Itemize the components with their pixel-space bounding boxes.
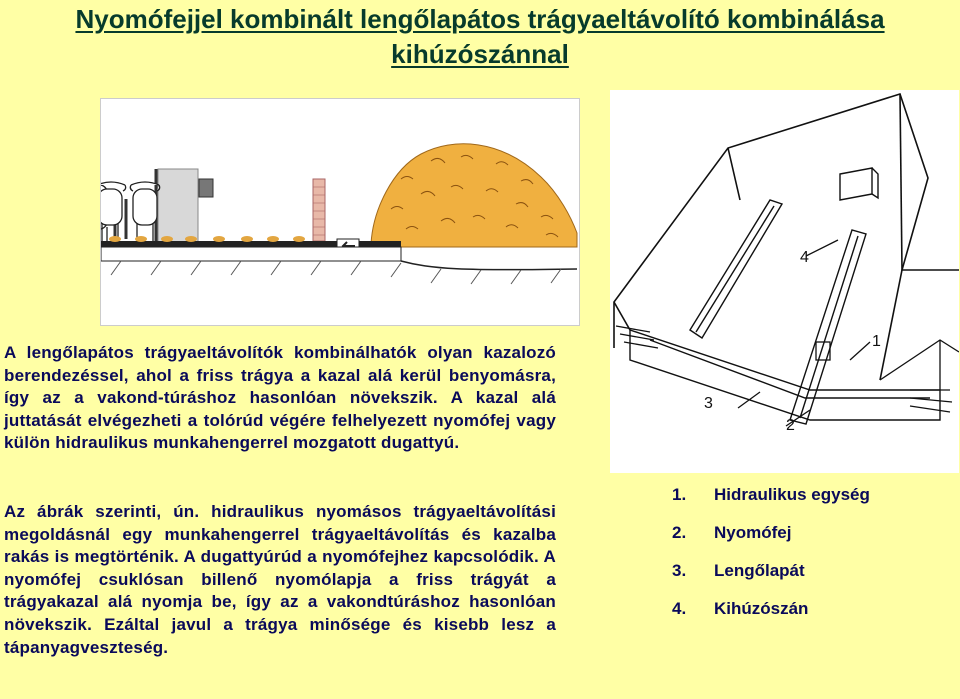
barn-wall-panel bbox=[158, 169, 198, 245]
legend-number: 2. bbox=[672, 523, 687, 542]
paragraph-1: A lengőlapátos trágyaeltávolítók kombinálhatók olyan kazalozó berendezéssel, ahol a friss trágya a kazal alá kerül benyomásra, így az a vakond-túráshoz hasonlóan növekszik. A kazal alá juttatását elvégezheti a tolórúd végére felhelyezett nyomófej vagy külön hidraulikus munkahengerrel mozgatott dugattyú. bbox=[4, 343, 556, 453]
figure-label-1: 1 bbox=[872, 333, 881, 350]
legend-label: Lengőlapát bbox=[714, 561, 805, 580]
manure-hatch bbox=[616, 326, 952, 412]
legend-label: Hidraulikus egység bbox=[714, 485, 870, 504]
brick-column bbox=[313, 179, 325, 241]
figure-label-2: 2 bbox=[786, 417, 795, 434]
hydraulic-unit bbox=[840, 168, 878, 200]
hydraulic-box bbox=[199, 179, 213, 197]
isometric-figure bbox=[610, 90, 959, 473]
cow-2 bbox=[101, 182, 126, 241]
legend-item bbox=[672, 558, 870, 596]
barn-section-drawing bbox=[101, 99, 579, 325]
manure-pile bbox=[371, 144, 577, 247]
legend-number: 3. bbox=[672, 561, 687, 580]
barn-section-figure bbox=[100, 98, 580, 326]
channel-left bbox=[690, 200, 782, 338]
channel-floor bbox=[101, 247, 401, 261]
title-line-1: Nyomófejjel kombinált lengőlapátos trágyaeltávolító kombinálása bbox=[75, 4, 885, 34]
title-line-2: kihúzószánnal bbox=[391, 39, 569, 69]
page-title bbox=[0, 2, 960, 72]
paragraph-2: Az ábrák szerinti, ún. hidraulikus nyomásos trágyaeltávolítási megoldásnál egy munkahengerrel trágyaeltávolítás és kazalba rakás is megtörténik. A dugattyúrúd a nyomófejhez kapcsolódik. A nyomófej csuklósan billenő nyomólapja a friss trágyát a trágyakazal alá nyomja be, így az a vakondtúráshoz hasonlóan növekszik. Ezáltal javul a trágya minősége és kisebb lesz a tápanyagveszteség. bbox=[4, 502, 556, 657]
legend-item bbox=[672, 596, 870, 634]
figure-label-3: 3 bbox=[704, 395, 713, 412]
legend-number: 1. bbox=[672, 485, 687, 504]
legend-item bbox=[672, 520, 870, 558]
ground-hatching bbox=[111, 261, 561, 284]
cross-channel bbox=[630, 330, 940, 420]
legend-list bbox=[672, 482, 870, 634]
legend-label: Kihúzószán bbox=[714, 599, 809, 618]
legend-label: Nyomófej bbox=[714, 523, 792, 542]
legend-number: 4. bbox=[672, 599, 687, 618]
legend-item bbox=[672, 482, 870, 520]
isometric-drawing bbox=[610, 90, 959, 473]
ground-line bbox=[401, 261, 577, 270]
building-outline bbox=[614, 94, 959, 380]
outer-shed bbox=[816, 340, 959, 390]
figure-label-4: 4 bbox=[800, 249, 809, 266]
